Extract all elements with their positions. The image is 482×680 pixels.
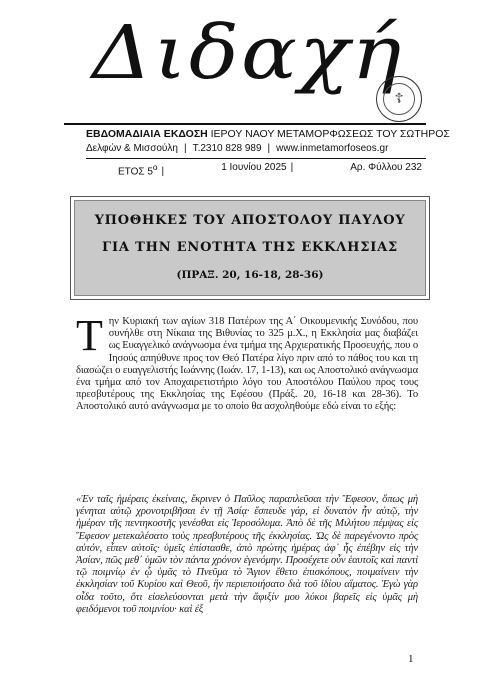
issue-year: ΕΤΟΣ $5^o$ | <box>118 162 165 178</box>
issue-date: 1 Ιουνίου 2025 | <box>221 162 294 173</box>
newsletter-title: Διδαχή <box>92 10 404 96</box>
scripture-quote: «Ἐν ταῖς ἡμέραις ἐκείναις, ἔκρινεν ὁ Παῦλος παραπλεῦσαι τὴν Ἔφεσον, ὅπως μὴ γένηται αὐτῷ χρονοτριβῆσαι ἐν τῇ Ἀσίᾳ· ἔσπευδε γάρ, εἰ δυνατὸν ἦν αὐτῷ, τὴν ἡμέραν τῆς πεντηκοστῆς γενέσθαι εἰς Ἱεροσόλυμα. Ἀπὸ δὲ τῆς Μιλήτου πέμψας εἰς Ἔφεσον μετεκαλέσατο τοὺς πρεσβυτέρους τῆς ἐκκλησίας. Ὡς δὲ παρεγένοντο πρὸς αὐτόν, εἶπεν αὐτοῖς· ὑμεῖς ἐπίστασθε, ἀπὸ πρώτης ἡμέρας ἀφ᾿ ἧς ἐπέβην εἰς τὴν Ἀσίαν, πῶς μεθ᾿ ὑμῶν τὸν πάντα χρόνον ἐγενόμην. Προσέχετε οὖν ἑαυτοῖς καὶ παντὶ τῷ ποιμνίῳ ἐν ᾧ ὑμᾶς τὸ Πνεῦμα τὸ Ἅγιον ἔθετο ἐπισκόπους, ποιμαίνειν τὴν ἐκκλησίαν τοῦ Κυρίου καὶ Θεοῦ, ἣν περιεποιήσατο διὰ τοῦ ἰδίου αἵματος. Ἐγὼ γὰρ οἶδα τοῦτο, ὅτι εἰσελεύσονται μετὰ τὴν ἄφιξίν μου λύκοι βαρεῖς εἰς ὑμᾶς μὴ φειδόμενοι τοῦ ποιμνίου· καὶ ἐξ <box>76 494 418 615</box>
page-number: 1 <box>408 653 414 665</box>
article-title-line2: ΓΙΑ ΤΗΝ ΕΝΟΤΗΤΑ ΤΗΣ ΕΚΚΛΗΣΙΑΣ <box>102 240 398 255</box>
intro-paragraph: ην Κυριακή των αγίων 318 Πατέρων της Α΄ Οικουμενικής Συνόδου, που συνήλθε στη Νίκαια της Βιθυνίας το 325 μ.Χ., η Εκκλησία μας διαβάζει ως Ευαγγελικό ανάγνωσμα ένα τμήμα της Αρχιερατικής Προσευχής, που ο Ιησούς απηύθυνε προς τον Θεό Πατέρα λίγο πριν από το πάθος του και τη διασώζει ο ευαγγελιστής Ιωάννης (Ιωάν. 17, 1-13), και ως Αποστολικό ανάγνωσμα ένα τμήμα από τον Αποχαιρετιστήριο λόγο του Αποστόλου Παύλου προς τους πρεσβυτέρους της Εκκλησίας της Εφέσου (Πράξ. 20, 16-18 και 28-36). Το Αποστολικό αυτό ανάγνωσμα με το οποίο θα ασχοληθούμε εδώ είναι το εξής: <box>76 316 418 413</box>
church-seal-icon: ☦ <box>376 76 422 122</box>
issue-info <box>86 162 426 177</box>
subtitle-bold: ΕΒΔΟΜΑΔΙΑΙΑ ΕΚΔΟΣΗ <box>86 128 208 140</box>
publication-subtitle <box>86 128 450 140</box>
contact-line: Δελφών & Μισσούλη | Τ.2310 828 989 | www.inmetamorfoseos.gr <box>86 143 389 154</box>
subtitle-rest: ΙΕΡΟΥ ΝΑΟΥ ΜΕΤΑΜΟΡΦΩΣΕΩΣ ΤΟΥ ΣΩΤΗΡΟΣ <box>207 128 450 140</box>
issue-number: Αρ. Φύλλου 232 <box>350 162 422 173</box>
scripture-reference: (ΠΡΑΞ. 20, 16-18, 28-36) <box>176 269 324 281</box>
article-intro <box>76 311 418 414</box>
contact-rule <box>86 158 426 159</box>
title-rule <box>64 123 426 125</box>
phone: Τ.2310 828 989 <box>192 143 262 154</box>
address: Δελφών & Μισσούλη <box>86 143 178 154</box>
drop-cap: Τ <box>76 311 103 360</box>
website-link[interactable]: www.inmetamorfoseos.gr <box>276 143 389 154</box>
article-title-line1: ΥΠΟΘΗΚΕΣ ΤΟΥ ΑΠΟΣΤΟΛΟΥ ΠΑΥΛΟΥ <box>94 213 406 228</box>
masthead <box>0 0 482 190</box>
article-title-box <box>70 196 430 300</box>
